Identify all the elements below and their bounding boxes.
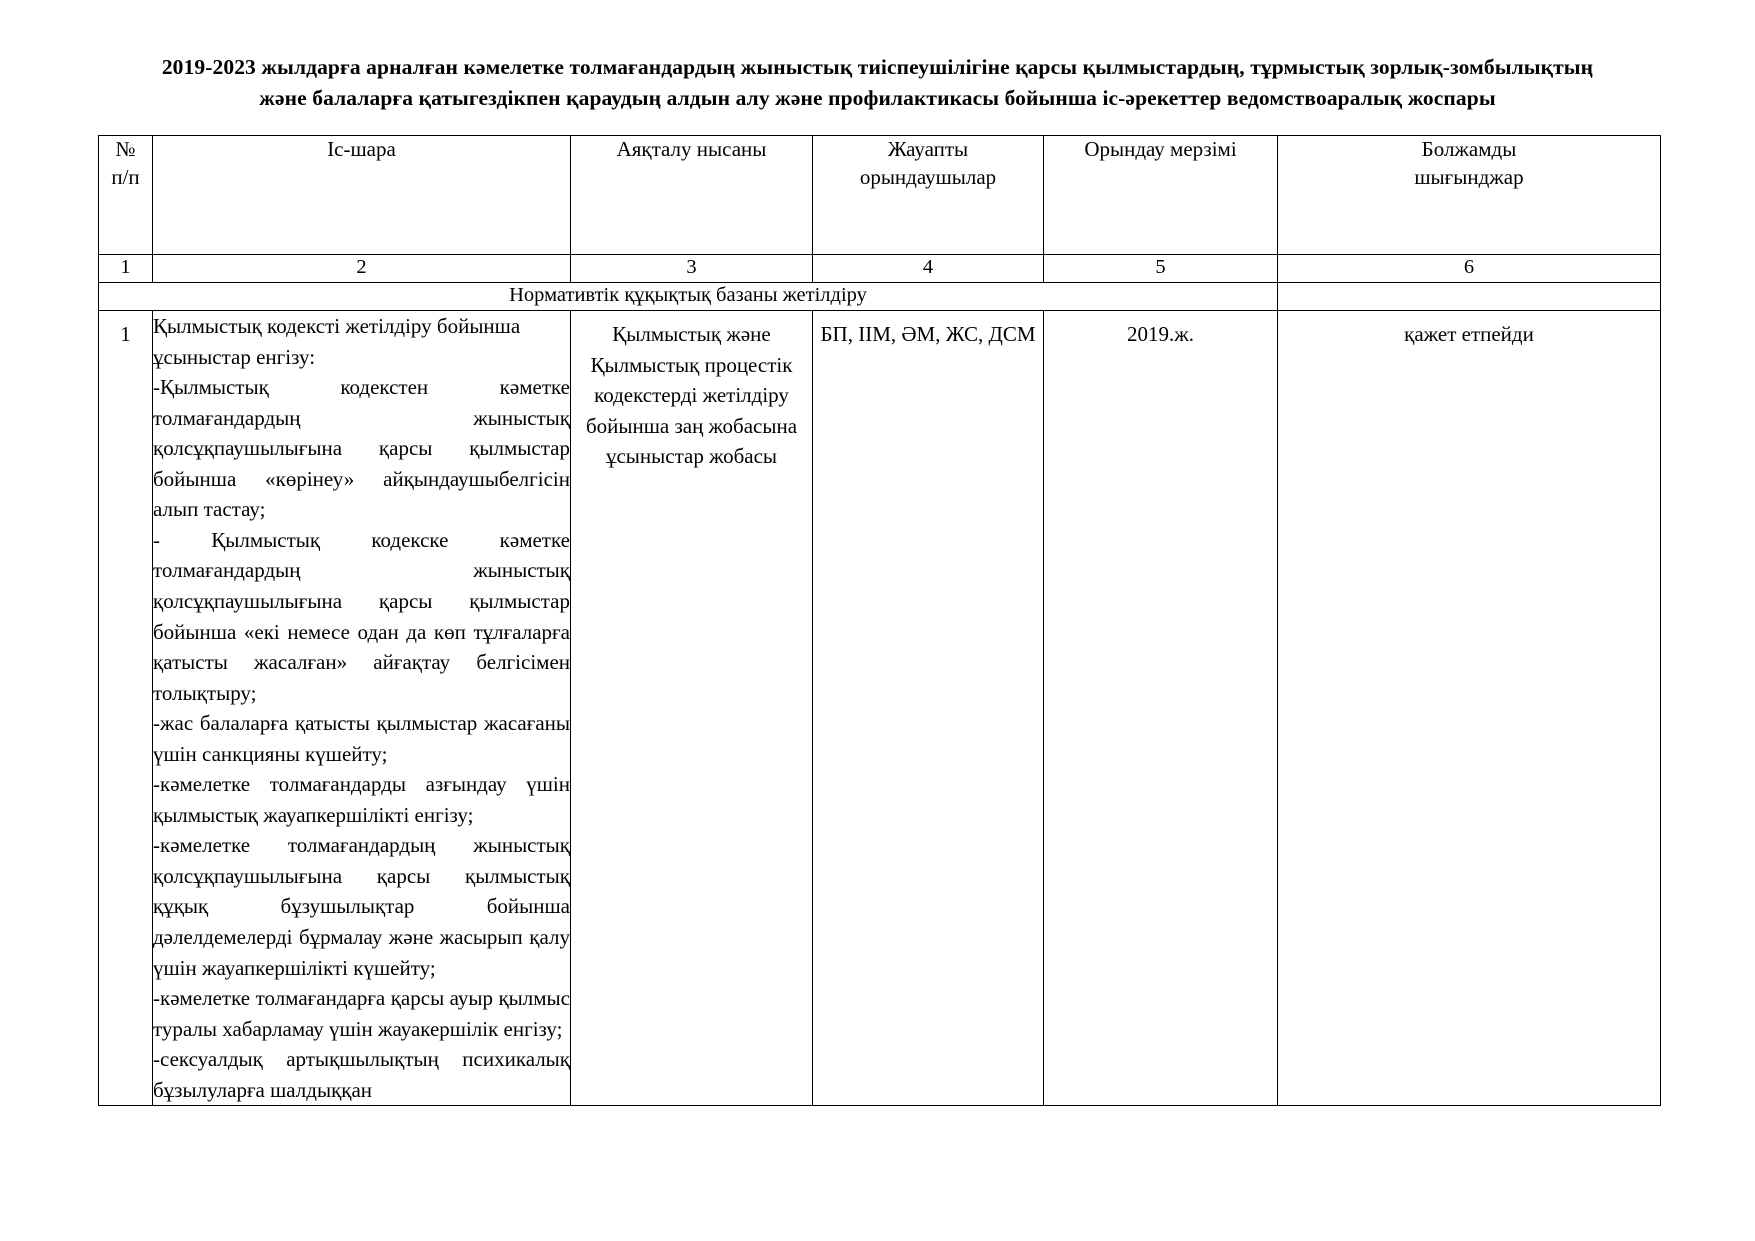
- row-estimated-cost: қажет етпейди: [1278, 311, 1661, 1106]
- column-header-number-line2: п/п: [111, 164, 140, 189]
- column-header-number: [99, 136, 153, 255]
- column-header-completion-form: [571, 136, 813, 255]
- row-completion-form: Қылмыстық және Қылмыстық процестік кодекстерді жетілдіру бойынша заң жобасына ұсыныстар жобасы: [571, 311, 813, 1106]
- column-number-3: 3: [571, 255, 813, 283]
- measure-item-2: - Қылмыстық кодекске кәметке толмағандардың жыныстық қолсұқпаушылығына қарсы қылмыстар бойынша «екі немесе одан да көп тұлғаларға қатысты жасалған» айғақтау белгісімен толықтыру;: [153, 527, 570, 705]
- table-row: [99, 311, 1661, 1106]
- column-header-estimated-cost: [1278, 136, 1661, 255]
- column-header-responsible: [813, 136, 1044, 255]
- page-title: 2019-2023 жылдарға арналған кәмелетке толмағандардың жыныстық тиіспеушілігіне қарсы қылмыстардың, тұрмыстық зорлық-зомбылықтың және балаларға қатыгездікпен қараудың алдын алу және профилактикасы бойынша іс-әрекеттер ведомствоаралық жоспары: [161, 55, 1594, 110]
- column-header-number-line1: №: [115, 137, 136, 162]
- measure-intro: Қылмыстық кодексті жетілдіру бойынша ұсыныстар енгізу:: [153, 314, 521, 369]
- column-header-deadline: [1044, 136, 1278, 255]
- measure-item-7: -сексуалдық артықшылықтың психикалық бұзылуларға шалдыққан: [153, 1047, 570, 1102]
- column-header-deadline-line1: Орындау мерзімі: [1084, 137, 1237, 162]
- column-header-estimated-cost-line1: Болжамды: [1421, 137, 1517, 162]
- measure-item-6: -кәмелетке толмағандарға қарсы ауыр қылмыс туралы хабарламау үшін жауакершілік енгізу;: [153, 986, 570, 1041]
- column-header-completion-form-line1: Аяқталу нысаны: [616, 137, 767, 162]
- row-deadline: 2019.ж.: [1044, 311, 1278, 1106]
- table-header-row: [99, 136, 1661, 255]
- row-index: 1: [99, 311, 153, 1106]
- column-number-row: [99, 255, 1661, 283]
- section-header-blank: [1278, 283, 1661, 311]
- column-number-5: 5: [1044, 255, 1278, 283]
- column-header-responsible-line2: орындаушылар: [859, 164, 997, 189]
- column-number-2: 2: [153, 255, 571, 283]
- row-measure: [153, 311, 571, 1106]
- measure-item-4: -кәмелетке толмағандарды азғындау үшін қылмыстық жауапкершілікті енгізу;: [153, 772, 570, 827]
- action-plan-table: [98, 135, 1661, 1106]
- measure-item-1: -Қылмыстық кодекстен кәметке толмағандардың жыныстық қолсұқпаушылығына қарсы қылмыстар бойынша «көрінеу» айқындаушыбелгісін алып тастау;: [153, 375, 570, 522]
- column-number-4: 4: [813, 255, 1044, 283]
- column-header-measure: [153, 136, 571, 255]
- section-header-row: [99, 283, 1661, 311]
- column-header-measure-line1: Іс-шара: [327, 137, 396, 162]
- column-header-estimated-cost-line2: шығынджар: [1414, 164, 1524, 189]
- column-number-6: 6: [1278, 255, 1661, 283]
- row-responsible: БП, ІІМ, ӘМ, ЖС, ДСМ: [813, 311, 1044, 1106]
- column-number-1: 1: [99, 255, 153, 283]
- measure-item-5: -кәмелетке толмағандардың жыныстық қолсұқпаушылығына қарсы қылмыстық құқық бұзушылықтар бойынша дәлелдемелерді бұрмалау және жасырып қалу үшін жауапкершілікті күшейту;: [153, 833, 570, 980]
- measure-item-3: -жас балаларға қатысты қылмыстар жасағаны үшін санкцияны күшейту;: [153, 711, 570, 766]
- column-header-responsible-line1: Жауапты: [887, 137, 969, 162]
- section-header-label: Нормативтік құқықтық базаны жетілдіру: [99, 283, 1278, 311]
